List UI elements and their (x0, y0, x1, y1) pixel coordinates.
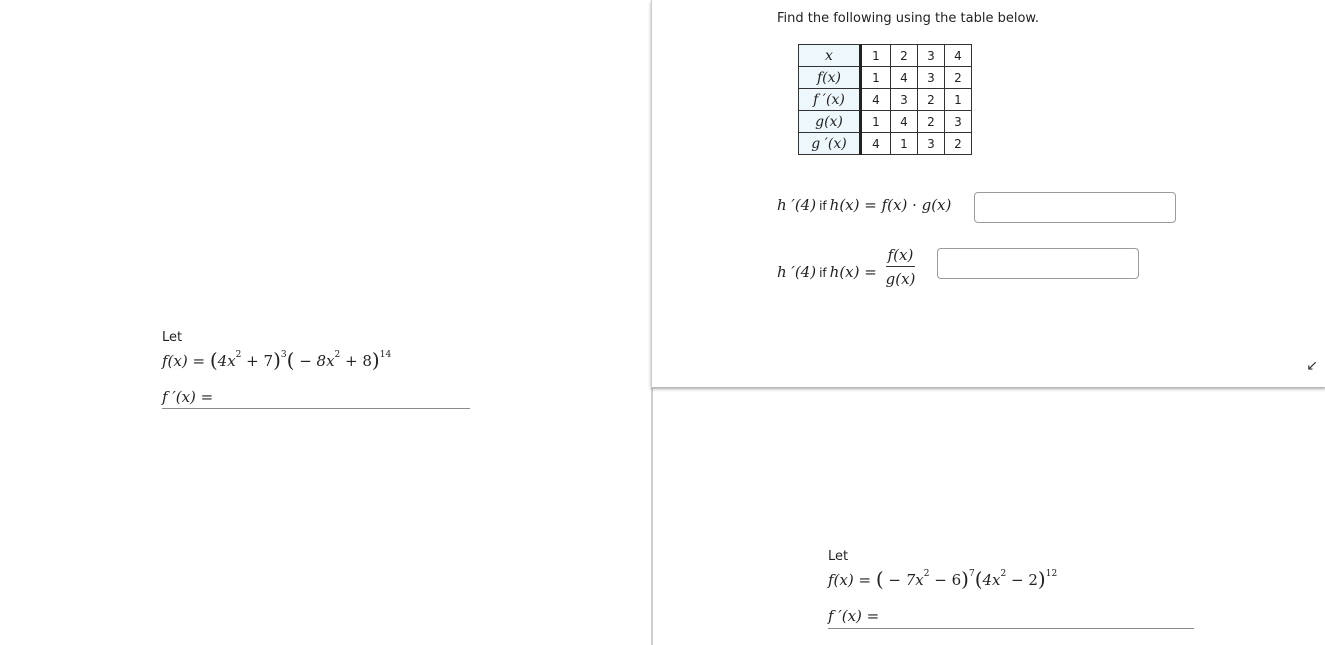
left-problem (162, 330, 472, 406)
table-cell: 2 (891, 45, 918, 67)
column-divider (651, 388, 653, 645)
table-cell: 1 (861, 111, 891, 133)
fraction-denominator: g(x) (885, 270, 916, 288)
resize-handle-icon[interactable]: ↙ (1306, 358, 1318, 374)
table-cell: 3 (918, 45, 945, 67)
table-cell: 4 (891, 111, 918, 133)
table-row-label: x (799, 45, 861, 67)
table-row (799, 67, 972, 89)
table-row (799, 89, 972, 111)
table-cell: 2 (945, 67, 972, 89)
right-problem (828, 549, 1198, 625)
table-cell: 1 (945, 89, 972, 111)
derivative-label: f ′(x) = (828, 607, 880, 625)
table-cell: 4 (945, 45, 972, 67)
derivative-label: f ′(x) = (162, 388, 214, 406)
values-table (798, 44, 972, 155)
function-definition: f(x) = ( − $7x^2 - 6)^7(4x^2 - 2)^{12}$ (828, 567, 1058, 591)
table-cell: 4 (891, 67, 918, 89)
function-lhs: f(x) = (162, 352, 206, 370)
fraction-numerator: f(x) (886, 246, 916, 267)
question-product-rule: h ′(4) if h(x) = f(x) · g(x) (777, 196, 952, 214)
instruction-text: Find the following using the table below. (777, 11, 1039, 26)
table-row-label: f ′(x) (799, 89, 861, 111)
let-label: Let (162, 330, 183, 345)
quotient-fraction (886, 246, 916, 288)
let-label: Let (828, 549, 849, 564)
table-cell: 3 (918, 133, 945, 155)
table-cell: 1 (861, 45, 891, 67)
derivative-answer-field[interactable] (828, 628, 1194, 629)
table-row-label: g ′(x) (799, 133, 861, 155)
table-cell: 3 (945, 111, 972, 133)
table-cell: 2 (918, 111, 945, 133)
table-cell: 3 (918, 67, 945, 89)
table-cell: 4 (861, 89, 891, 111)
function-definition: $f(x) = (4x^2 + 7)^3( - 8x^2 + 8)^{14}$ (162, 348, 392, 372)
table-cell: 4 (861, 133, 891, 155)
table-cell: 3 (891, 89, 918, 111)
quotient-rule-answer-input[interactable] (937, 248, 1139, 279)
question-quotient-rule: h ′(4) if h(x) = $\frac{f(x)}{g(x)}$ (777, 246, 916, 288)
table-row (799, 111, 972, 133)
table-cell: 2 (918, 89, 945, 111)
table-row-label: f(x) (799, 67, 861, 89)
table-row (799, 45, 972, 67)
table-row-label: g(x) (799, 111, 861, 133)
product-rule-answer-input[interactable] (974, 192, 1176, 223)
table-row (799, 133, 972, 155)
table-cell: 1 (891, 133, 918, 155)
derivative-answer-field[interactable] (162, 408, 470, 409)
function-lhs: f(x) = (828, 571, 872, 589)
table-cell: 2 (945, 133, 972, 155)
table-problem-card (651, 0, 1325, 387)
table-cell: 1 (861, 67, 891, 89)
